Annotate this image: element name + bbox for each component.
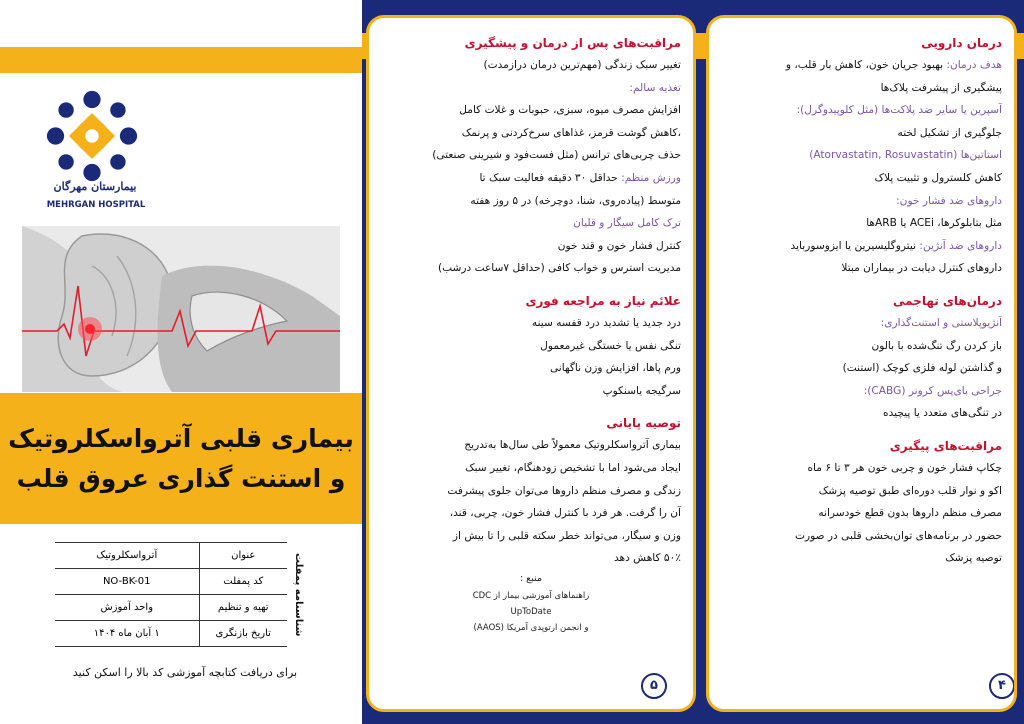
page-number: ۵ (641, 673, 667, 699)
warning-line: سرگیجه یاسنکوپ (602, 384, 681, 397)
drug-therapy-title: درمان دارویی (921, 36, 1002, 50)
page-4-panel (706, 15, 1017, 712)
goal-line (721, 54, 1002, 77)
angina-label: داروهای ضد آنژین: (919, 239, 1002, 252)
final-line: وزن و سیگار، می‌تواند خطر سکته قلبی را تا بیش از (452, 529, 681, 542)
goal-line-2: پیشگیری از پیشرفت پلاک‌ها (880, 81, 1002, 94)
cabg-line: در تنگی‌های متعدد یا پیچیده (883, 407, 1002, 420)
id-key: تاریخ بازنگری (199, 621, 287, 647)
id-value: NO-BK-01 (55, 569, 199, 595)
scan-instruction: برای دریافت کتابچه آموزشی کد بالا را اسکن کنید (72, 666, 298, 679)
id-key: کد پمفلت (199, 569, 287, 595)
smoking-label: ترک کامل سیگار و قلیان (573, 217, 681, 230)
final-line: ۵۰٪ کاهش دهد (613, 552, 681, 565)
statin-line: کاهش کلسترول و تثبیت پلاک (874, 171, 1002, 184)
cover-title-line1: بیماری قلبی آترواسکلروتیک (8, 424, 354, 453)
table-row (55, 569, 287, 595)
bp-drugs-label: داروهای ضد فشار خون: (896, 194, 1002, 207)
id-key: تهیه و تنظیم (199, 595, 287, 621)
followup-line: حضور در برنامه‌های توان‌بخشی قلبی در صورت (795, 529, 1002, 542)
source-line: و انجمن ارتوپدی آمریکا (AAOS) (473, 622, 589, 633)
table-row (55, 543, 287, 569)
page-number: ۴ (989, 673, 1015, 699)
logo-english-text: MEHRGAN HOSPITAL (46, 200, 146, 210)
aspirin-label: آسپرین یا سایر ضد پلاکت‌ها (مثل کلوپیدوگرل): (796, 104, 1002, 117)
page-5-panel (366, 15, 696, 712)
followup-line: مصرف منظم داروها بدون قطع خودسرانه (818, 507, 1002, 520)
bp-drugs-line: مثل بتابلوکرها، ACEi یا ARBها (866, 217, 1002, 230)
diet-line: ،کاهش گوشت قرمز، غذاهای سرخ‌کردنی و پرنمک (461, 126, 681, 139)
id-card-label: شناسنامه پمفلت (293, 553, 304, 637)
followup-title: مراقبت‌های پیگیری (889, 438, 1002, 453)
warning-line: ورم پاها، افزایش وزن ناگهانی (549, 362, 681, 375)
diet-label: تغذیه سالم: (629, 81, 681, 94)
angioplasty-label: آنژیوپلاستی و استنت‌گذاری: (880, 316, 1002, 329)
cover-title-line2: و استنت گذاری عروق قلب (16, 464, 346, 493)
care-title: مراقبت‌های پس از درمان و پیشگیری (464, 36, 681, 50)
table-row (55, 621, 287, 647)
pamphlet-id-table (55, 542, 287, 647)
invasive-title: درمان‌های تهاجمی (892, 293, 1002, 308)
id-value: واحد آموزش (55, 595, 199, 621)
goal-label: هدف درمان: (946, 59, 1002, 71)
id-key: عنوان (199, 543, 287, 569)
cabg-label: جراحی بای‌پس کرونر (CABG): (863, 384, 1002, 397)
angioplasty-line: و گذاشتن لوله فلزی کوچک (استنت) (842, 362, 1002, 375)
final-line: بیماری آترواسکلروتیک معمولاً طی سال‌ها به‌تدریج (464, 439, 681, 452)
final-line: زندگی و مصرف منظم داروها می‌توان جلوی پیشرفت (447, 484, 681, 497)
diet-line: حذف چربی‌های ترانس (مثل فست‌فود و شیرینی صنعتی) (432, 149, 681, 162)
final-line: ایجاد می‌شود اما با تشخیص زودهنگام، تغییر سبک (465, 461, 681, 474)
exercise-label: ورزش منظم: (621, 171, 681, 184)
cover-title-block (0, 393, 362, 524)
final-line: آن را گرفت. هر فرد با کنترل فشار خون، چربی، قند، (449, 507, 681, 520)
followup-line: چکاپ فشار خون و چربی خون هر ۳ تا ۶ ماه (807, 461, 1002, 474)
other-line: مدیریت استرس و خواب کافی (حداقل ۷ساعت درشب) (437, 262, 681, 275)
followup-line: توصیه پزشک (945, 552, 1002, 565)
angina-line (721, 235, 1002, 258)
final-title: توصیه پایانی (606, 416, 681, 431)
warning-line: تنگی نفس یا خستگی غیرمعمول (540, 339, 681, 352)
source-line: راهنماهای آموزشی بیمار از CDC (472, 590, 590, 601)
heart-pain-photo (22, 226, 340, 392)
source-title: منبع : (519, 572, 543, 584)
table-row (55, 595, 287, 621)
id-value: آترواسکلروتیک (55, 543, 199, 569)
diet-line: افزایش مصرف میوه، سبزی، حبوبات و غلات کامل (459, 104, 681, 117)
source-line: UpToDate (510, 606, 552, 617)
followup-line: اکو و نوار قلب دوره‌ای طبق توصیه پزشک (818, 484, 1002, 497)
other-line: کنترل فشار خون و قند خون (557, 239, 681, 252)
care-line: تغییر سبک زندگی (مهم‌ترین درمان درازمدت) (483, 59, 681, 71)
hospital-logo-icon (44, 88, 140, 184)
angioplasty-line: باز کردن رگ تنگ‌شده با بالون (871, 339, 1002, 352)
cover-top-band (0, 47, 362, 73)
angina-text: نیتروگلیسیرین یا ایزوسورباید (790, 239, 920, 252)
exercise-text: حداقل ۳۰ دقیقه فعالیت سبک تا (479, 171, 622, 184)
goal-text: بهبود جریان خون، کاهش بار قلب، و (785, 59, 947, 71)
aspirin-line: جلوگیری از تشکیل لخته (897, 126, 1002, 139)
statin-label: استاتین‌ها (Atorvastatin, Rosuvastatin) (809, 149, 1002, 162)
exercise-line (381, 167, 681, 190)
id-value: ۱ آبان ماه ۱۴۰۴ (55, 621, 199, 647)
warning-line: درد جدید یا تشدید درد قفسه سینه (531, 316, 681, 329)
logo-persian-text: بیمارستان مهرگان (53, 180, 137, 193)
exercise-line-2: متوسط (پیاده‌روی، شنا، دوچرخه) در ۵ روز هفته (470, 194, 681, 207)
warning-title: علائم نیاز به مراجعه فوری (525, 293, 681, 308)
diabetes-line: داروهای کنترل دیابت در بیماران مبتلا (841, 262, 1002, 275)
